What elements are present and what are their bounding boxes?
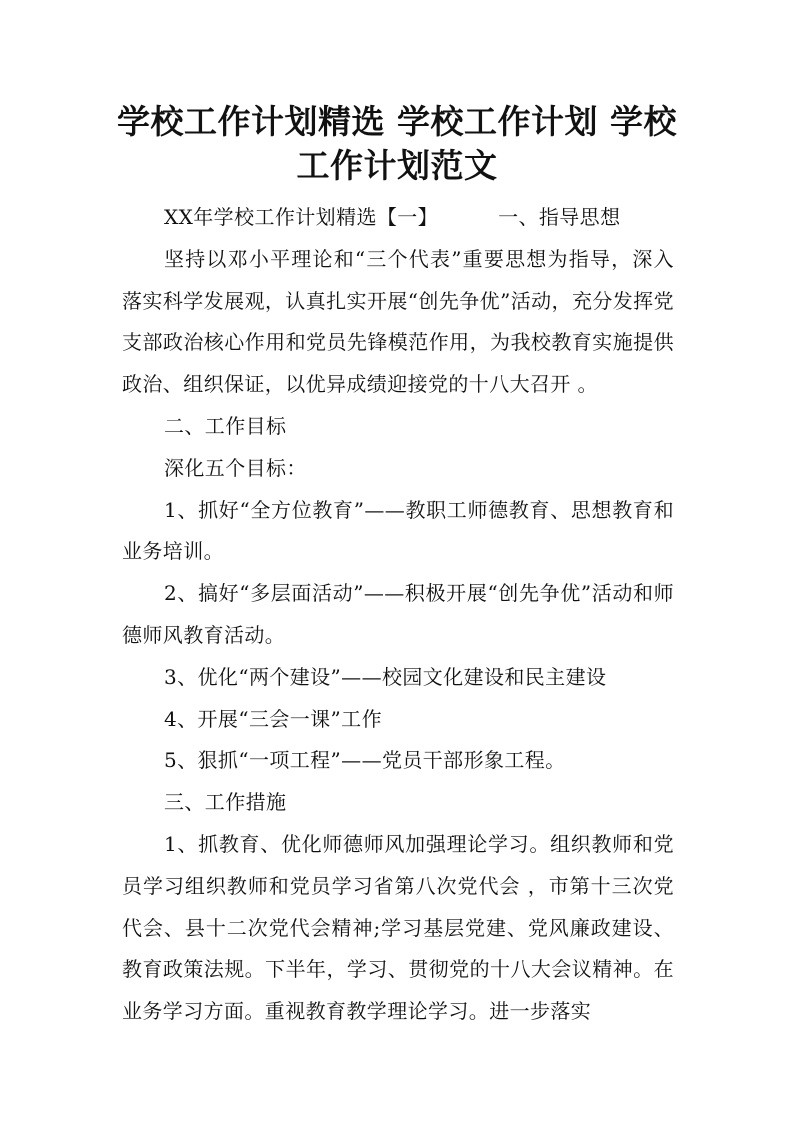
goal-item-2: 2、搞好“多层面活动”——积极开展“创先争优”活动和师德师风教育活动。 xyxy=(122,581,674,647)
goal-item-3: 3、优化“两个建设”——校园文化建设和民主建设 xyxy=(164,664,607,689)
goal-item-5: 5、狠抓“一项工程”——党员干部形象工程。 xyxy=(164,748,566,773)
intro-heading: XX年学校工作计划精选【一】 xyxy=(164,205,439,229)
document-title: 学校工作计划精选 学校工作计划 学校工作计划范文 xyxy=(117,102,677,185)
paragraph-measure-1: 1、抓教育、优化师德师风加强理论学习。组织教师和党员学习组织教师和党员学习省第八次党代会 ，市第十三次党代会、县十二次党代会精神;学习基层党建、党风廉政建设、教育政策法规。下半年，学习、贯彻党的十八大会议精神。在业务学习方面。重视教育教学理论学习。进一步落实 xyxy=(122,831,674,1024)
section-heading-measures: 三、工作措施 xyxy=(164,790,287,815)
document-body xyxy=(122,197,674,1033)
paragraph-guiding-thought: 坚持以邓小平理论和“三个代表”重要思想为指导，深入落实科学发展观，认真扎实开展“创先争优”活动，充分发挥党支部政治核心作用和党员先锋模范作用，为我校教育实施提供政治、组织保证，以优异成绩迎接党的十八大召开 。 xyxy=(122,246,674,397)
goal-item-1: 1、抓好“全方位教育”——教职工师德教育、思想教育和业务培训。 xyxy=(122,497,674,564)
intro-line xyxy=(122,197,674,239)
section-heading-guiding-thought: 一、指导思想 xyxy=(498,205,621,229)
paragraph-goals-intro: 深化五个目标： xyxy=(164,455,307,480)
section-heading-goals: 二、工作目标 xyxy=(164,413,287,438)
goal-item-4: 4、开展“三会一课”工作 xyxy=(164,706,382,731)
